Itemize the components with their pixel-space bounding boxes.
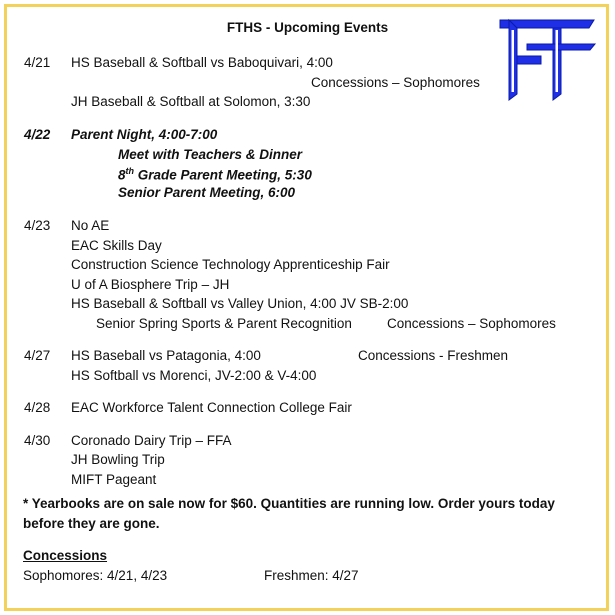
event-date: 4/27 — [24, 348, 51, 363]
concessions-note: Concessions - Freshmen — [358, 348, 509, 363]
ordinal-suffix: th — [125, 166, 135, 176]
event-line: Coronado Dairy Trip – FFA — [71, 433, 232, 448]
event-line: U of A Biosphere Trip – JH — [71, 277, 230, 292]
event-line — [118, 166, 312, 183]
event-line: HS Baseball & Softball vs Valley Union, 4:00 JV SB-2:00 — [71, 296, 409, 311]
event-date: 4/21 — [24, 55, 51, 70]
event-line: EAC Skills Day — [71, 238, 162, 253]
concessions-note: Concessions – Sophomores — [311, 75, 480, 90]
yearbook-note: * Yearbooks are on sale now for $60. Quantities are running low. Order yours today — [23, 496, 555, 511]
event-line: Parent Night, 4:00-7:00 — [71, 127, 218, 142]
event-line: Senior Spring Sports & Parent Recognition — [96, 316, 352, 331]
event-date: 4/23 — [24, 218, 51, 233]
concessions-note: Concessions – Sophomores — [387, 316, 556, 331]
event-line: HS Softball vs Morenci, JV-2:00 & V-4:00 — [71, 368, 317, 383]
event-line: EAC Workforce Talent Connection College Fair — [71, 400, 352, 415]
concessions-sophomores: Sophomores: 4/21, 4/23 — [23, 568, 168, 583]
event-line: HS Baseball vs Patagonia, 4:00 — [71, 348, 261, 363]
event-line: No AE — [71, 218, 110, 233]
concessions-freshmen: Freshmen: 4/27 — [264, 568, 359, 583]
event-line: JH Bowling Trip — [71, 452, 165, 467]
page-title: FTHS - Upcoming Events — [226, 20, 389, 35]
ft-logo — [497, 14, 597, 104]
event-line: Senior Parent Meeting, 6:00 — [118, 185, 296, 200]
event-line: JH Baseball & Softball at Solomon, 3:30 — [71, 94, 311, 109]
grade-number: 8 — [118, 167, 126, 183]
event-line: HS Baseball & Softball vs Baboquivari, 4:00 — [71, 55, 333, 70]
event-date: 4/22 — [24, 127, 51, 142]
concessions-heading: Concessions — [23, 548, 108, 563]
event-line: MIFT Pageant — [71, 472, 157, 487]
event-line: Meet with Teachers & Dinner — [118, 147, 303, 162]
event-date: 4/30 — [24, 433, 51, 448]
yearbook-note: before they are gone. — [23, 516, 160, 531]
event-line-rest: Grade Parent Meeting, 5:30 — [134, 167, 312, 183]
event-line: Construction Science Technology Apprenticeship Fair — [71, 257, 390, 272]
event-date: 4/28 — [24, 400, 51, 415]
